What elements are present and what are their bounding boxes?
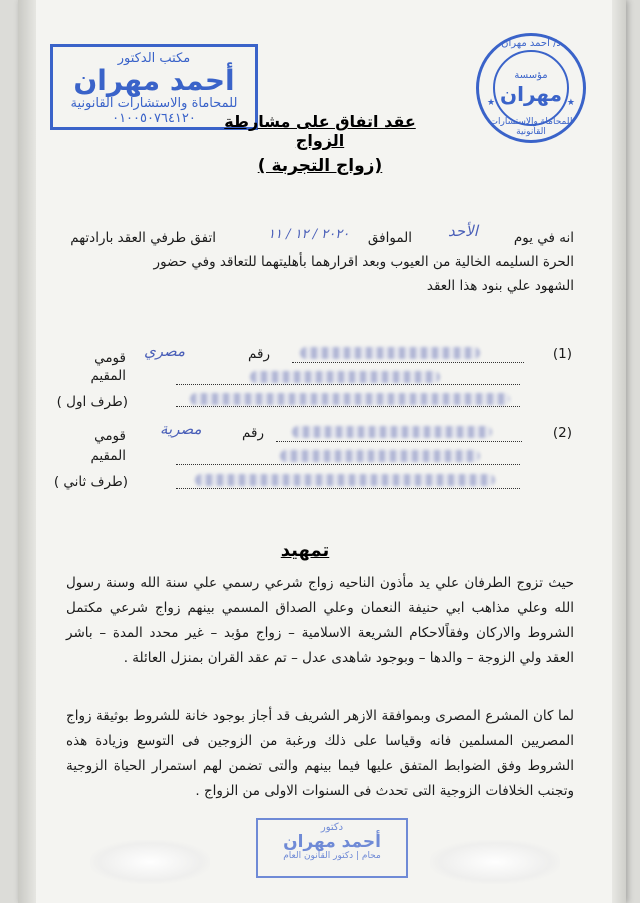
party1-role: (طرف اول ) xyxy=(56,394,128,410)
seal-ring-top: د/ أحمد مهران xyxy=(501,38,561,49)
party1-nationality-handwritten: مصري xyxy=(144,342,186,360)
party2-address-redacted xyxy=(195,474,495,486)
intro-suffix: اتفق طرفي العقد بارادتهم xyxy=(70,230,216,246)
contract-title: عقد اتفاق على مشارطة الزواج xyxy=(224,112,416,150)
lawyer-stamp-title: دكتور xyxy=(320,822,344,833)
party1-address-redacted xyxy=(190,393,510,405)
party2-name-redacted xyxy=(292,426,492,438)
party2-nationality-handwritten: مصرية xyxy=(160,420,202,438)
seal-star-icon: ★ xyxy=(487,98,496,108)
party1-name-redacted xyxy=(300,347,480,359)
party2-muqim: المقيم xyxy=(90,448,126,464)
party1-qawmi: قومي xyxy=(94,350,126,366)
lawyer-stamp-role: محام | دكتور القانون العام xyxy=(283,851,381,861)
signature-redacted xyxy=(430,840,560,884)
party1-address-dots xyxy=(176,384,520,385)
party2-role: (طرف ثاني ) xyxy=(53,474,128,490)
stamp-line-office: مكتب الدكتور xyxy=(117,51,191,66)
round-seal xyxy=(476,33,586,143)
stamp-phone: ٠١٠٠٥٠٧٦٤١٢٠ xyxy=(112,111,196,126)
party2-number: (2) xyxy=(552,425,572,441)
intro-line-3: الشهود علي بنود هذا العقد xyxy=(426,278,574,294)
party1-number: (1) xyxy=(552,346,572,362)
page-left-edge xyxy=(18,0,36,903)
contract-subtitle: (زواج التجربة ) xyxy=(257,156,383,176)
signature-redacted xyxy=(90,840,210,884)
party2-id-redacted xyxy=(280,450,480,462)
seal-center-big: مهران xyxy=(500,82,562,106)
party1-raqm: رقم xyxy=(248,346,270,362)
party2-address-dots-2 xyxy=(176,488,520,489)
party1-name-dots xyxy=(292,362,524,363)
page-right-edge xyxy=(612,0,626,903)
party2-address-dots xyxy=(176,464,520,465)
seal-center-small: مؤسسة xyxy=(514,70,548,81)
party2-qawmi: قومي xyxy=(94,428,126,444)
day-handwritten: الأحد xyxy=(448,222,478,240)
stamp-line-specialty: للمحاماة والاستشارات القانونية xyxy=(70,96,238,111)
party1-address-dots-2 xyxy=(176,406,520,407)
seal-ring-bottom: للمحاماة والاستشارات القانونية xyxy=(489,117,573,137)
seal-star-icon: ★ xyxy=(566,98,575,108)
preamble-paragraph-2: لما كان المشرع المصرى وبموافقة الازهر الشريف قد أجاز بوجود خانة للشروط بوثيقة زواج المصريين المسلمين فانه وقياسا على ذلك ورغبة من الزوجين فى التوسع وزيادة هذه الشروط وفق الضوابط المتفق عليها فيما بينهم والتى تضمن لهم استمرار الحياة الزوجية وتجنب الخلافات الزوجية التى تحدث فى السنوات الاولى من الزواج . xyxy=(66,708,574,799)
lawyer-stamp xyxy=(256,818,408,878)
stamp-name: أحمد مهران xyxy=(73,64,235,97)
party2-name-dots xyxy=(276,441,522,442)
intro-line-2: الحرة السليمه الخالية من العيوب وبعد اقرارهما بأهليتهما للتعاقد وفي حضور xyxy=(153,254,574,270)
date-handwritten: ٢٠٢٠ / ١٢ / ١١ xyxy=(268,227,350,242)
party1-muqim: المقيم xyxy=(90,368,126,384)
party2-raqm: رقم xyxy=(242,425,264,441)
intro-prefix: انه في يوم xyxy=(513,230,574,246)
lawyer-stamp-name: أحمد مهران xyxy=(283,832,381,852)
section-heading: تمهيد xyxy=(280,540,330,561)
preamble-paragraph-1: حيث تزوج الطرفان علي يد مأذون الناحيه زواج شرعي رسمي علي سنة الله وسنة رسول الله وعلي مذاهب ابي حنيفة النعمان وعلي الصداق المسمي بينهم زواج شرعي مكتمل الشروط والاركان وفقاًلاحكام الشريعة الاسلامية – زواج مؤبد – غير محدد المدة – باشر العقد ولي الزوجة – والدها – وبوجود شاهدى عدل – تم عقد القران بمنزل العائلة . xyxy=(66,575,574,666)
party1-id-redacted xyxy=(250,371,440,383)
intro-muwafiq: الموافق xyxy=(367,230,412,246)
